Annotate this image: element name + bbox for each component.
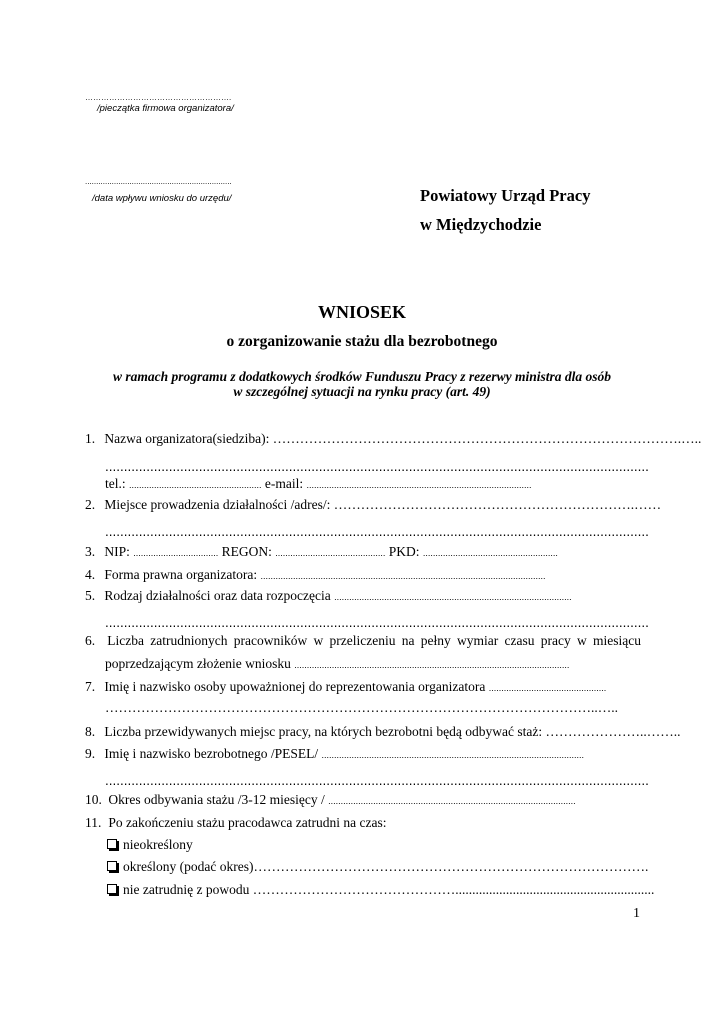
email-dots[interactable]: .......................................................................................... (306, 480, 532, 490)
field-business-address-continuation[interactable]: ................................................................................................................................................. (105, 524, 649, 539)
field-employee-count[interactable] (85, 633, 641, 649)
field-unemployed-person-continuation[interactable]: ................................................................................................................................................. (105, 773, 649, 788)
field-representative[interactable] (85, 679, 641, 695)
field-label: Liczba zatrudnionych pracowników w przeliczeniu na pełny wymiar czasu pracy w miesiącu (107, 633, 642, 648)
field-label: Imię i nazwisko osoby upoważnionej do reprezentowania organizatora (104, 679, 486, 694)
field-dots: ................................................................................................... (328, 796, 576, 806)
field-number: 4. (85, 567, 96, 582)
option-label: określony (podać okres) (123, 859, 254, 874)
field-employee-count-line2[interactable] (105, 656, 641, 672)
option-label: nie zatrudnię z powodu (123, 882, 250, 897)
nip-label: NIP: (104, 544, 130, 559)
checkbox-icon[interactable] (107, 861, 117, 871)
field-label: Liczba przewidywanych miejsc pracy, na których bezrobotni będą odbywać staż: (104, 724, 543, 739)
office-name-line1: Powiatowy Urząd Pracy (420, 186, 591, 205)
option-indefinite[interactable] (107, 837, 641, 853)
field-dots: .............................................................................................................. (294, 660, 570, 670)
program-line-1: w ramach programu z dodatkowych środków Funduszu Pracy z rezerwy ministra dla osób (112, 369, 612, 384)
field-number: 6. (85, 633, 96, 648)
field-dots: ............................................................................................... (334, 592, 572, 602)
field-number: 11. (85, 815, 102, 830)
checkbox-icon[interactable] (107, 884, 117, 894)
option-dots[interactable]: ……………………………………………………………………………. (253, 859, 649, 874)
nip-dots[interactable]: .................................. (133, 548, 219, 558)
field-organizer-name[interactable] (85, 431, 702, 447)
field-label: Okres odbywania stażu /3-12 miesięcy / (108, 792, 325, 807)
date-label: /data wpływu wniosku do urzędu/ (92, 193, 232, 204)
field-dots: ………………………………………………………….…… (333, 497, 662, 512)
document-subtitle: o zorganizowanie stażu dla bezrobotnego (226, 333, 498, 350)
regon-label: REGON: (221, 544, 272, 559)
field-unemployed-person[interactable] (85, 746, 641, 762)
field-number: 9. (85, 746, 96, 761)
field-organizer-name-continuation[interactable]: ................................................................................................................................................. (105, 459, 649, 474)
field-business-type-continuation[interactable]: ................................................................................................................................................. (105, 615, 649, 630)
field-business-address[interactable] (85, 497, 662, 513)
page-number: 1 (633, 906, 640, 921)
field-label: Rodzaj działalności oraz data rozpoczęcia (104, 588, 331, 603)
field-business-type[interactable] (85, 588, 641, 604)
field-identifiers[interactable] (85, 544, 641, 560)
field-label: Miejsce prowadzenia działalności /adres/: (104, 497, 331, 512)
stamp-label: /pieczątka firmowa organizatora/ (97, 103, 234, 114)
field-post-internship (85, 815, 641, 831)
field-representative-continuation[interactable]: ………………………………………………………………………………………………..….. (105, 700, 618, 715)
field-number: 7. (85, 679, 96, 694)
tel-label: tel.: (105, 476, 126, 491)
field-number: 5. (85, 588, 96, 603)
tel-dots[interactable]: ..................................................... (129, 480, 262, 490)
pkd-label: PKD: (388, 544, 420, 559)
field-internship-period[interactable] (85, 792, 641, 808)
field-number: 2. (85, 497, 96, 512)
document-title: WNIOSEK (317, 302, 407, 322)
option-will-not-employ[interactable] (107, 882, 655, 898)
option-fixed-term[interactable] (107, 859, 649, 875)
stamp-dotted-line: ………………………………………………. (85, 93, 232, 102)
field-number: 3. (85, 544, 96, 559)
option-dots[interactable]: ………………………………………........................................................... (252, 882, 655, 897)
field-legal-form[interactable] (85, 567, 641, 583)
pkd-dots[interactable]: ...................................................... (422, 548, 558, 558)
field-dots: .................................................................................................................. (260, 571, 546, 581)
program-line-2: w szczególnej sytuacji na rynku pracy (art. 49) (233, 384, 491, 399)
option-label: nieokreślony (123, 837, 193, 852)
regon-dots[interactable]: ............................................ (275, 548, 386, 558)
field-label: Imię i nazwisko bezrobotnego /PESEL/ (104, 746, 319, 761)
checkbox-icon[interactable] (107, 839, 117, 849)
field-dots: ......................................................................................................... (321, 750, 585, 760)
office-name-line2: w Międzychodzie (420, 215, 542, 234)
field-label: Nazwa organizatora(siedziba): (104, 431, 270, 446)
email-label: e-mail: (264, 476, 304, 491)
date-dotted-line: .................................................................. (85, 177, 232, 186)
field-label: poprzedzającym złożenie wniosku (105, 656, 291, 671)
field-label: Po zakończeniu stażu pracodawca zatrudni na czas: (108, 815, 387, 830)
field-dots: …………………..…….. (545, 724, 681, 739)
field-label: Forma prawna organizatora: (104, 567, 258, 582)
field-number: 8. (85, 724, 96, 739)
field-contact[interactable] (105, 476, 641, 492)
field-places-count[interactable] (85, 724, 681, 740)
field-dots: ............................................... (488, 683, 607, 693)
field-number: 10. (85, 792, 102, 807)
field-dots: ……………………………………………………………………………….….. (272, 431, 702, 446)
field-number: 1. (85, 431, 96, 446)
